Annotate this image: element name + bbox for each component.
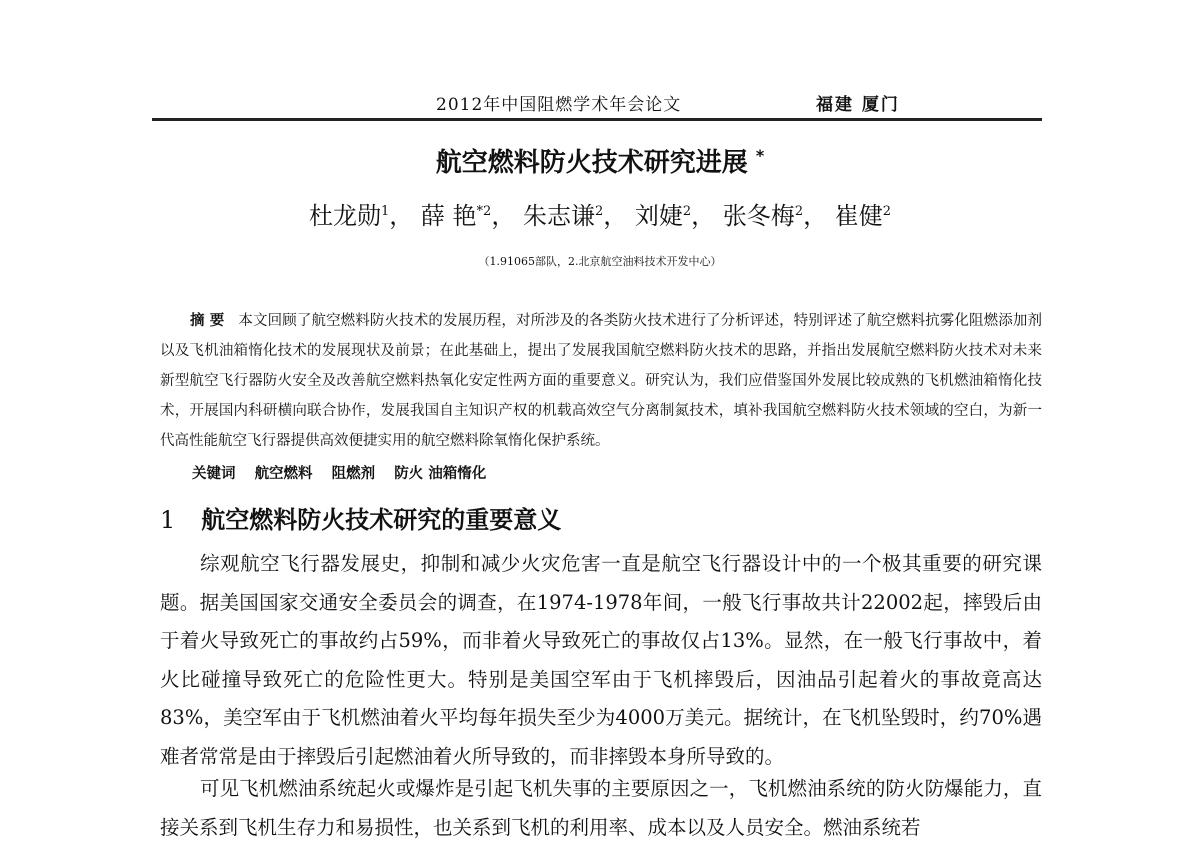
author-name: 杜龙勋 (308, 202, 381, 230)
author: 刘婕$^2$， (634, 202, 716, 230)
abstract-text: 本文回顾了航空燃料防火技术的发展历程，对所涉及的各类防火技术进行了分析评述，特别评述了航空燃料抗雾化阻燃添加剂以及飞机油箱惰化技术的发展现状及前景；在此基础上，提出了发展我国航空燃料防火技术的思路，并指出发展航空燃料防火技术对未来新型航空飞行器防火安全及改善航空燃料热氧化安定性两方面的重要意义。研究认为，我们应借鉴国外发展比较成熟的飞机燃油箱惰化技术，开展国内科研横向联合协作，发展我国自主知识产权的机载高效空气分离制氮技术，填补我国航空燃料防火技术领域的空白，为新一代高性能航空飞行器提供高效便捷实用的航空燃料除氧惰化保护系统。 (160, 313, 1042, 449)
author: 张冬梅$^2$， (722, 202, 828, 230)
section-number: 1 (160, 506, 176, 534)
header-location: 福建 厦门 (816, 95, 900, 115)
keywords-label: 关键词 (192, 465, 236, 482)
author-affil: 1 (380, 204, 390, 219)
body-paragraph: 可见飞机燃油系统起火或爆炸是引起飞机失事的主要原因之一，飞机燃油系统的防火防爆能力，直接关系到飞机生存力和易损性，也关系到飞机的利用率、成本以及人员安全。燃油系统若 (160, 777, 1042, 839)
abstract (160, 306, 1042, 456)
author-affil: *2 (476, 204, 492, 219)
keywords (192, 462, 500, 483)
author-name: 薛 艳 (420, 202, 477, 230)
author-name: 崔健 (834, 202, 883, 230)
header-conference: 2012年中国阻燃学术年会论文 (436, 95, 682, 115)
author-list (0, 196, 1200, 231)
author: 薛 艳$^{*2}$， (420, 202, 516, 230)
author (835, 202, 891, 230)
author: 杜龙勋$^1$， (308, 202, 414, 230)
keyword: 航空燃料 (254, 465, 313, 482)
title-footnote-mark: * (755, 146, 765, 166)
paper-title (0, 142, 1200, 179)
keyword: 阻燃剂 (331, 465, 376, 482)
author-name: 朱志谦 (522, 202, 595, 230)
author-affil: 2 (594, 204, 604, 219)
title-text: 航空燃料防火技术研究进展 (435, 148, 748, 178)
author-name: 刘婕 (634, 202, 683, 230)
author: 朱志谦$^2$， (522, 202, 628, 230)
author-name: 张冬梅 (722, 202, 795, 230)
section-title: 航空燃料防火技术研究的重要意义 (201, 506, 562, 534)
keyword: 防火 油箱惰化 (394, 465, 487, 482)
author-affil: 2 (682, 204, 692, 219)
running-header (152, 86, 1042, 121)
affiliation: （1.91065部队，2.北京航空油料技术开发中心） (478, 255, 722, 268)
abstract-label: 摘 要 (190, 312, 225, 329)
author-affil: 2 (794, 204, 804, 219)
body-paragraph: 综观航空飞行器发展史，抑制和减少火灾危害一直是航空飞行器设计中的一个极其重要的研究课题。据美国国家交通安全委员会的调查，在1974-1978年间，一般飞行事故共计22002起，摔毁后由于着火导致死亡的事故约占59%，而非着火导致死亡的事故仅占13%。显然，在一般飞行事故中，着火比碰撞导致死亡的危险性更大。特别是美国空军由于飞机摔毁后，因油品引起着火的事故竟高达83%，美空军由于飞机燃油着火平均每年损失至少为4000万美元。据统计，在飞机坠毁时，约70%遇难者常常是由于摔毁后引起燃油着火所导致的，而非摔毁本身所导致的。 (160, 552, 1042, 768)
author-affil: 2 (882, 204, 892, 219)
section-heading (160, 500, 561, 535)
